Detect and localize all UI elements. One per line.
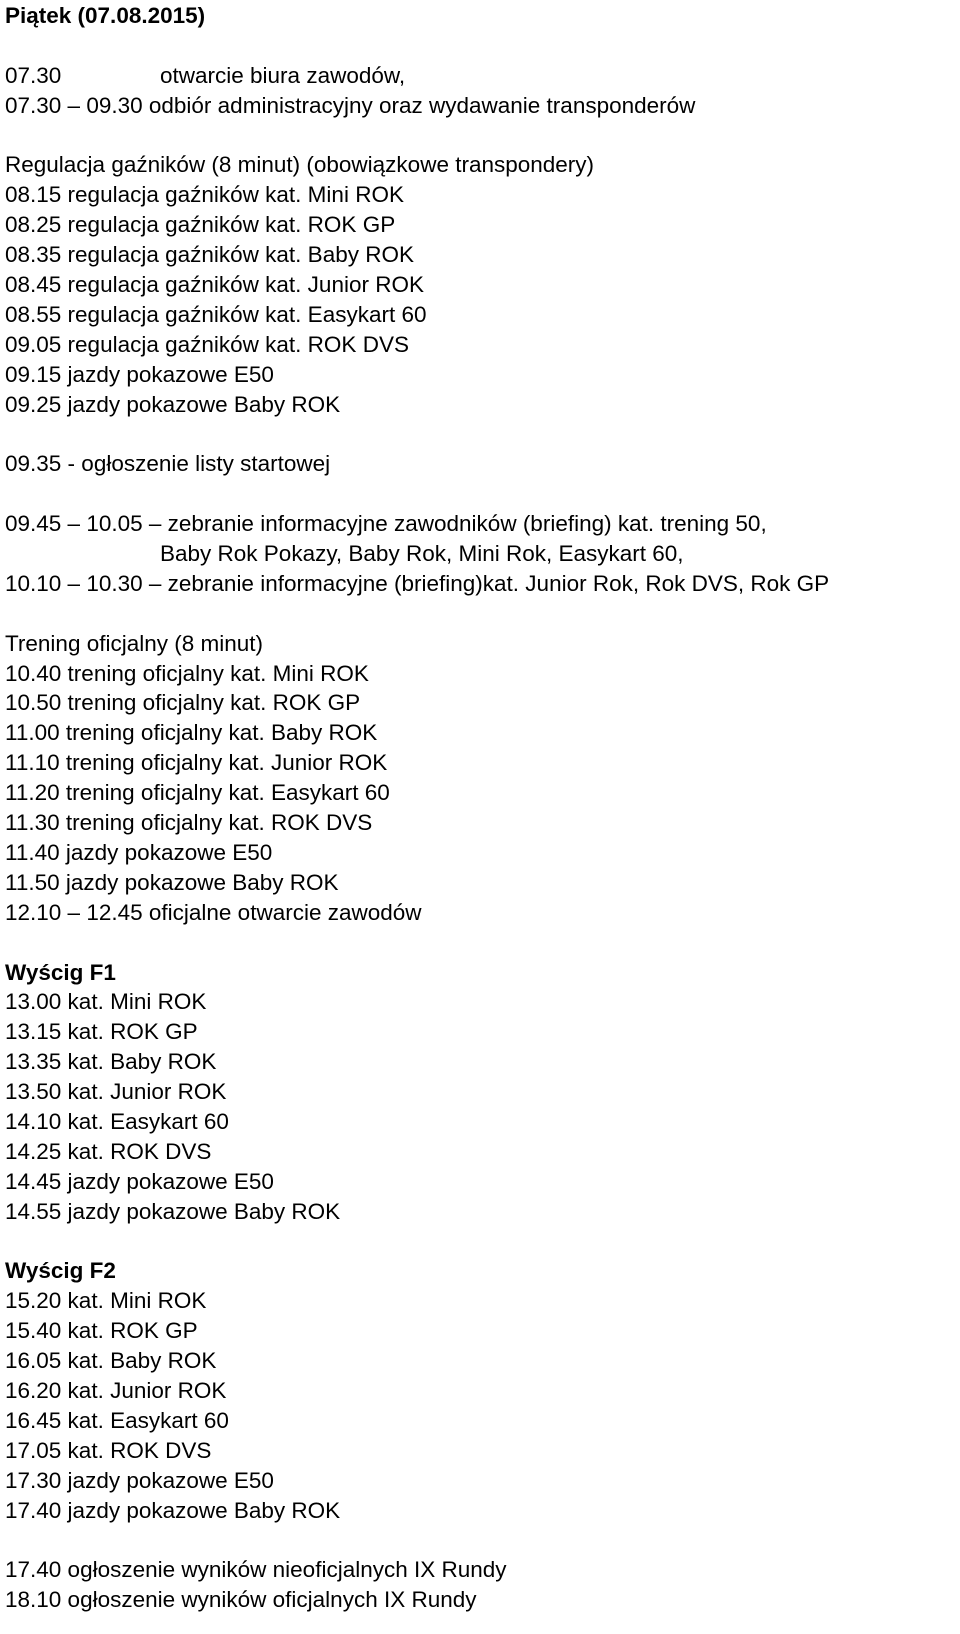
race-f2-item: 17.40 jazdy pokazowe Baby ROK — [5, 1497, 341, 1523]
race-f1-item: 14.10 kat. Easykart 60 — [5, 1108, 229, 1134]
training-item: 10.40 trening oficjalny kat. Mini ROK — [5, 660, 369, 686]
spacer — [5, 479, 955, 509]
training-item: 11.30 trening oficjalny kat. ROK DVS — [5, 810, 373, 836]
training-item: 10.50 trening oficjalny kat. ROK GP — [5, 690, 361, 716]
schedule-document — [5, 1, 955, 1615]
race-f1-item: 14.55 jazdy pokazowe Baby ROK — [5, 1198, 341, 1224]
briefing-line-1: 09.45 – 10.05 – zebranie informacyjne zawodników (briefing) kat. trening 50, — [5, 511, 767, 537]
carburetor-item: 08.55 regulacja gaźników kat. Easykart 60 — [5, 301, 427, 327]
race-f1-item: 13.00 kat. Mini ROK — [5, 989, 207, 1015]
race-f1-item: 14.45 jazdy pokazowe E50 — [5, 1168, 274, 1194]
results-unofficial-line: 17.40 ogłoszenie wyników nieoficjalnych IX Rundy — [5, 1557, 507, 1583]
spacer — [5, 121, 955, 151]
spacer — [5, 599, 955, 629]
training-item: 11.50 jazdy pokazowe Baby ROK — [5, 869, 339, 895]
race-f2-item: 17.05 kat. ROK DVS — [5, 1437, 212, 1463]
training-item: 11.40 jazdy pokazowe E50 — [5, 839, 273, 865]
day-heading: Piątek (07.08.2015) — [5, 3, 206, 28]
carburetor-section-title: Regulacja gaźników (8 minut) (obowiązkowe transpondery) — [5, 152, 595, 178]
spacer — [5, 1227, 955, 1257]
admin-check-line: 07.30 – 09.30 odbiór administracyjny oraz wydawanie transponderów — [5, 92, 696, 118]
carburetor-item: 08.35 regulacja gaźników kat. Baby ROK — [5, 242, 414, 268]
carburetor-item: 09.25 jazdy pokazowe Baby ROK — [5, 391, 341, 417]
training-item: 11.20 trening oficjalny kat. Easykart 60 — [5, 780, 390, 806]
training-item: 11.00 trening oficjalny kat. Baby ROK — [5, 720, 378, 746]
race-f1-item: 13.50 kat. Junior ROK — [5, 1079, 227, 1105]
results-official-line: 18.10 ogłoszenie wyników oficjalnych IX Rundy — [5, 1587, 477, 1613]
carburetor-item: 08.45 regulacja gaźników kat. Junior ROK — [5, 272, 424, 298]
spacer — [5, 419, 955, 449]
opening-office-time: 07.30 — [5, 62, 62, 88]
training-item: 11.10 trening oficjalny kat. Junior ROK — [5, 750, 388, 776]
spacer — [5, 31, 955, 61]
race-f1-item: 13.15 kat. ROK GP — [5, 1019, 198, 1045]
spacer — [5, 1525, 955, 1555]
race-f2-title: Wyścig F2 — [5, 1258, 116, 1284]
opening-office-text: otwarcie biura zawodów, — [160, 62, 406, 88]
briefing-line-2: Baby Rok Pokazy, Baby Rok, Mini Rok, Easykart 60, — [160, 541, 684, 567]
training-section-title: Trening oficjalny (8 minut) — [5, 630, 264, 656]
race-f2-item: 16.45 kat. Easykart 60 — [5, 1407, 229, 1433]
race-f1-item: 13.35 kat. Baby ROK — [5, 1049, 217, 1075]
carburetor-item: 08.15 regulacja gaźników kat. Mini ROK — [5, 182, 404, 208]
opening-office-line — [5, 61, 955, 91]
race-f2-item: 17.30 jazdy pokazowe E50 — [5, 1467, 274, 1493]
race-f2-item: 16.20 kat. Junior ROK — [5, 1377, 227, 1403]
training-item: 12.10 – 12.45 oficjalne otwarcie zawodów — [5, 899, 422, 925]
start-list-line: 09.35 - ogłoszenie listy startowej — [5, 451, 331, 477]
race-f2-item: 15.40 kat. ROK GP — [5, 1318, 198, 1344]
carburetor-item: 09.15 jazdy pokazowe E50 — [5, 361, 274, 387]
race-f2-item: 16.05 kat. Baby ROK — [5, 1348, 217, 1374]
spacer — [5, 928, 955, 958]
race-f1-title: Wyścig F1 — [5, 959, 116, 985]
briefing-line-3: 10.10 – 10.30 – zebranie informacyjne (briefing)kat. Junior Rok, Rok DVS, Rok GP — [5, 570, 830, 596]
carburetor-item: 08.25 regulacja gaźników kat. ROK GP — [5, 212, 396, 238]
carburetor-item: 09.05 regulacja gaźników kat. ROK DVS — [5, 331, 409, 357]
race-f2-item: 15.20 kat. Mini ROK — [5, 1288, 207, 1314]
race-f1-item: 14.25 kat. ROK DVS — [5, 1138, 212, 1164]
